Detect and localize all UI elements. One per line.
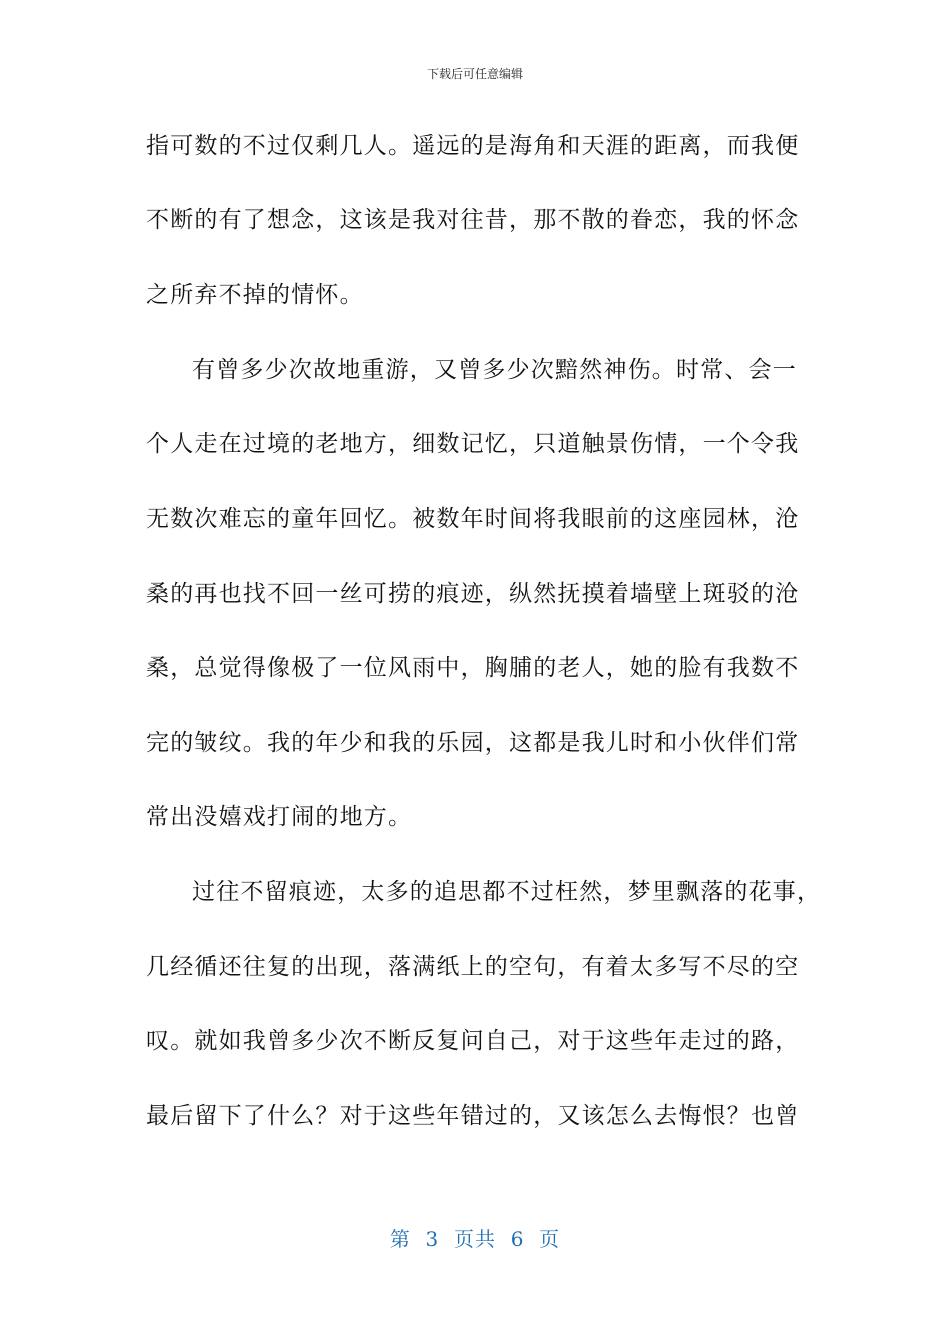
text-line: 有曾多少次故地重游，又曾多少次黯然神伤。时常、会一: [192, 357, 797, 383]
text-line: 完的皱纹。我的年少和我的乐园，这都是我儿时和小伙伴们常: [146, 730, 800, 756]
text-line: 个人走在过境的老地方，细数记忆，只道触景伤情，一个令我: [146, 431, 800, 457]
text-line: 常出没嬉戏打闹的地方。: [146, 804, 413, 830]
text-line: 不断的有了想念，这该是我对往昔，那不散的眷恋，我的怀念: [146, 207, 800, 233]
text-line: 指可数的不过仅剩几人。遥远的是海角和天涯的距离，而我便: [146, 133, 800, 159]
text-line: 之所弃不掉的情怀。: [146, 282, 364, 308]
page-number-footer: 第 3 页共 6 页: [389, 1227, 561, 1251]
text-line: 几经循还往复的出现，落满纸上的空句，有着太多写不尽的空: [146, 954, 800, 980]
text-line: 桑，总觉得像极了一位风雨中，胸脯的老人，她的脸有我数不: [146, 655, 800, 681]
text-line: 叹。就如我曾多少次不断反复问自己，对于这些年走过的路，: [146, 1028, 800, 1054]
text-line: 过往不留痕迹，太多的追思都不过枉然，梦里飘落的花事，: [192, 879, 822, 905]
text-line: 桑的再也找不回一丝可捞的痕迹，纵然抚摸着墙壁上斑驳的沧: [146, 581, 800, 607]
page-header-note: 下载后可任意编辑: [426, 67, 523, 81]
text-line: 最后留下了什么？对于这些年错过的，又该怎么去悔恨？也曾: [146, 1103, 800, 1129]
text-line: 无数次难忘的童年回忆。被数年时间将我眼前的这座园林，沧: [146, 506, 800, 532]
